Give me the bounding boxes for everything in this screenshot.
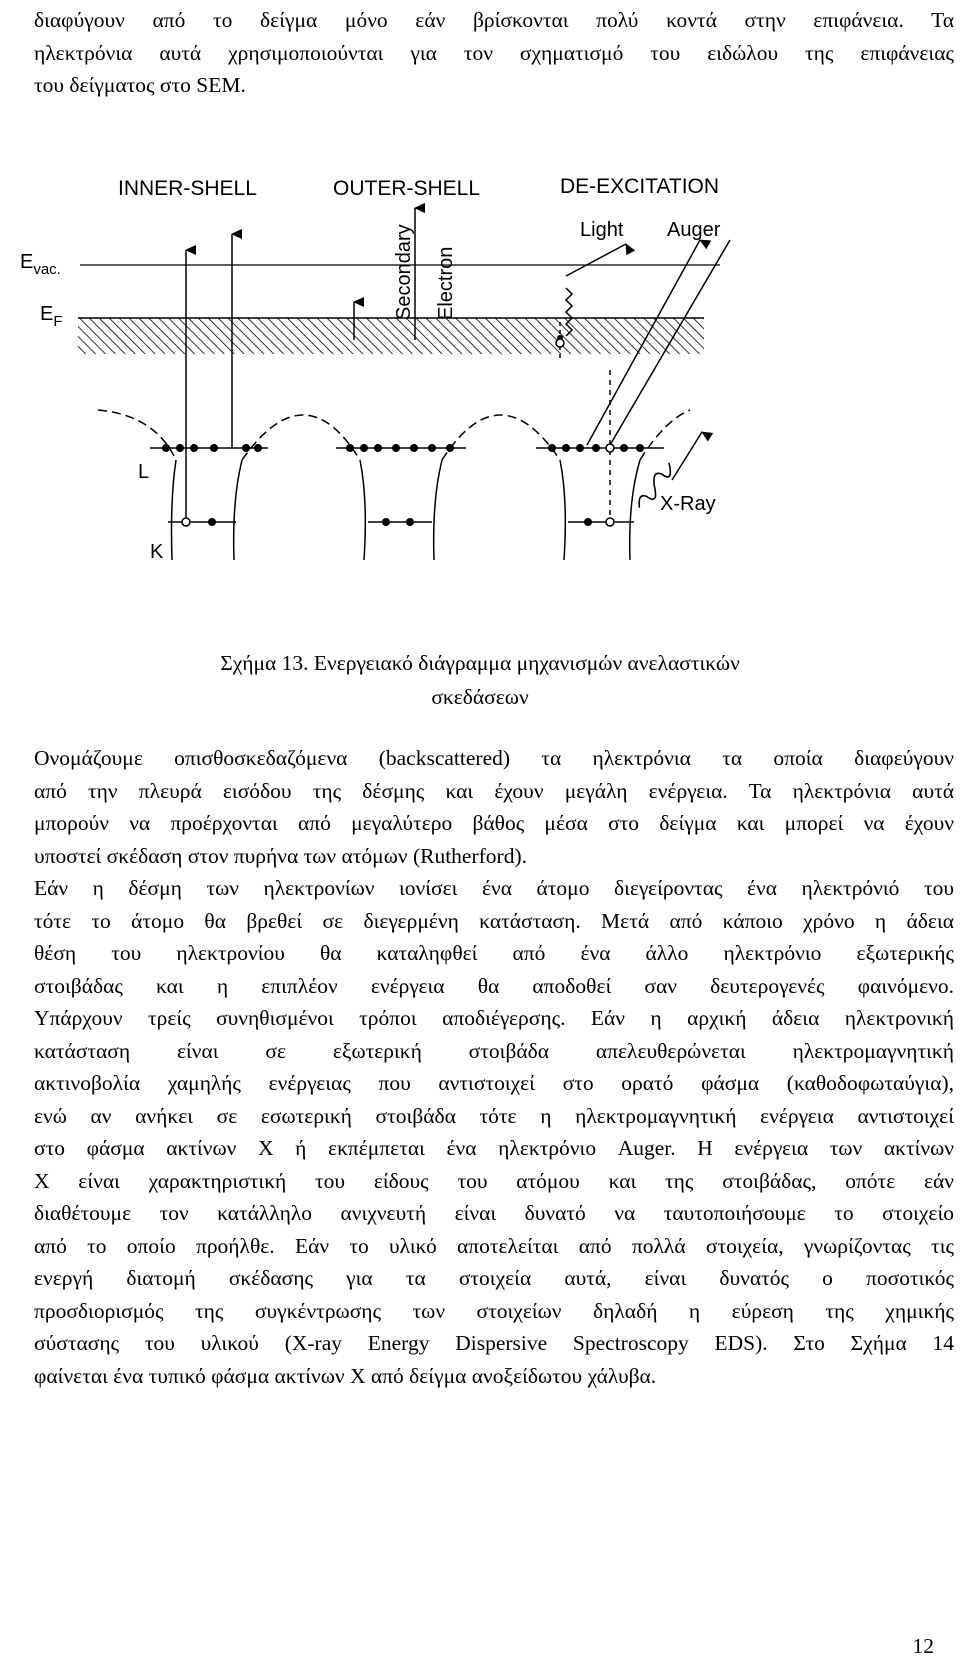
text-line: του δείγματος στο SEM. (34, 73, 246, 97)
text-line: μπορούν να προέρχονται από μεγαλύτερο βάθος μέσα στο δείγμα και μπορεί να έχουν (34, 811, 954, 835)
auger-label: Auger (667, 219, 721, 241)
text-line: ενεργή διατομή σκέδασης για τα στοιχεία αυτά, είναι δυνατός ο ποσοτικός (34, 1266, 954, 1290)
text-line: Εάν η δέσμη των ηλεκτρονίων ιονίσει ένα άτομο διεγείροντας ένα ηλεκτρόνιό του (34, 876, 954, 900)
text-line: τότε το άτομο θα βρεθεί σε διεγερμένη κατάσταση. Μετά από κάποιο χρόνο η άδεια (34, 908, 954, 933)
top-paragraph (34, 4, 954, 102)
text-line: Χ είναι χαρακτηριστική του είδους του ατόμου και της στοιβάδας, οπότε εάν (34, 1168, 954, 1193)
fermi-band (78, 318, 704, 354)
text-line: Υπάρχουν τρείς συνηθισμένοι τρόποι αποδιέγερσης. Εάν η αρχική άδεια ηλεκτρονική (34, 1006, 954, 1030)
text-line: προσδιορισμός της συγκέντρωσης των στοιχείων δηλαδή η εύρεση της χημικής (34, 1298, 954, 1323)
secondary-label: Secondary (393, 224, 415, 320)
text-line: στο φάσμα ακτίνων Χ ή εκπέμπεται ένα ηλεκτρόνιο Auger. Η ενέργεια των ακτίνων (34, 1136, 954, 1160)
text-line: υποστεί σκέδαση στον πυρήνα των ατόμων (Rutherford). (34, 843, 527, 868)
text-line: φαίνεται ένα τυπικό φάσμα ακτίνων Χ από δείγμα ανοξείδωτου χάλυβα. (34, 1363, 657, 1388)
figure-caption (0, 646, 960, 714)
text-line: ενώ αν ανήκει σε εσωτερική στοιβάδα τότε η ηλεκτρομαγνητική ενέργεια αντιστοιχεί (34, 1103, 954, 1128)
k-level-label: K (150, 541, 164, 563)
x-ray-label: X-Ray (660, 493, 716, 515)
caption-line: Σχήμα 13. Ενεργειακό διάγραμμα μηχανισμών ανελαστικών (220, 651, 740, 675)
text-line: ηλεκτρόνια αυτά χρησιμοποιούνται για τον σχηματισμό του ειδώλου της επιφάνειας (34, 40, 954, 65)
electron-label: Electron (435, 246, 457, 320)
de-excitation-heading: DE-EXCITATION (560, 175, 720, 198)
text-line: στοιβάδας και η επιπλέον ενέργεια θα αποδοθεί σαν δευτερογενές φαινόμενο. (34, 973, 954, 998)
text-line: κατάσταση είναι σε εξωτερική στοιβάδα απελευθερώνεται ηλεκτρομαγνητική (34, 1038, 954, 1063)
text-line: διαθέτουμε τον κατάλληλο ανιχνευτή είναι δυνατό να ταυτοποιήσουμε το στοιχείο (34, 1201, 954, 1225)
text-line: σύστασης του υλικού (X-ray Energy Dispersive Spectroscopy EDS). Στο Σχήμα 14 (34, 1331, 954, 1355)
l-level-label: L (138, 461, 150, 483)
text-line: ακτινοβολία χαμηλής ενέργειας που αντιστοιχεί στο ορατό φάσμα (καθοδοφωταύγια), (34, 1071, 954, 1095)
text-line: θέση του ηλεκτρονίου θα καταληφθεί από ένα άλλο ηλεκτρόνιο εξωτερικής (34, 941, 954, 965)
text-line: από την πλευρά εισόδου της δέσμης και έχουν μεγάλη ενέργεια. Τα ηλεκτρόνια αυτά (34, 778, 954, 803)
inner-shell-heading: INNER-SHELL (118, 177, 257, 200)
page-number: 12 (912, 1634, 934, 1658)
energy-diagram (0, 160, 960, 630)
text-line: Ονομάζουμε οπισθοσκεδαζόμενα (backscattered) τα ηλεκτρόνια τα οποία διαφεύγουν (34, 746, 954, 770)
body-paragraph (34, 742, 954, 1392)
e-vac-label: $E_{vac.}$ (20, 251, 61, 278)
light-label: Light (580, 219, 624, 241)
caption-line: σκεδάσεων (431, 685, 529, 709)
text-line: διαφύγουν από το δείγμα μόνο εάν βρίσκονται πολύ κοντά στην επιφάνεια. Τα (34, 8, 954, 32)
text-line: από το οποίο προήλθε. Εάν το υλικό αποτελείται από πολλά στοιχεία, γνωρίζοντας τις (34, 1233, 954, 1258)
e-f-label: $E_F$ (40, 303, 63, 330)
outer-shell-heading: OUTER-SHELL (333, 177, 481, 200)
